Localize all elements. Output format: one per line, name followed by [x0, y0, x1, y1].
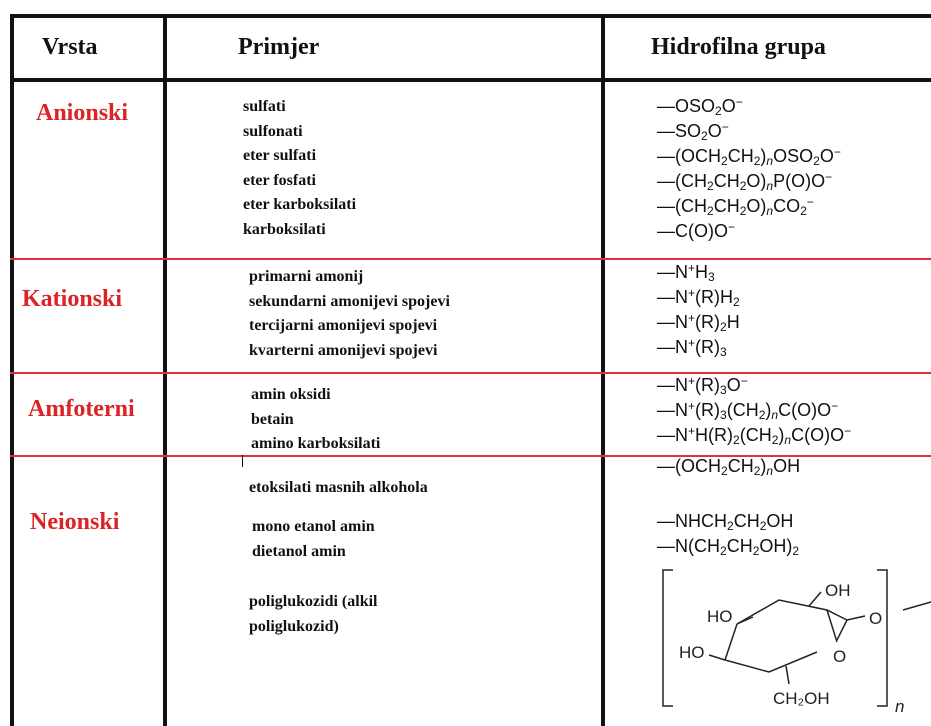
group-formula: $—N^+(R)H_2$ [657, 286, 740, 309]
structure-o-ring: O [833, 647, 847, 666]
group-formula: —C(O)O− [657, 220, 736, 241]
type-amfoterni: Amfoterni [28, 396, 135, 422]
structure-ho-top: HO [707, 607, 733, 626]
example-item: dietanol amin [252, 542, 346, 560]
structure-ho-bottom: HO [679, 643, 705, 662]
type-kationski: Kationski [22, 286, 123, 312]
group-formula: $—N^+(R)_3(CH_2)_nC(O)O^-$ [657, 399, 839, 422]
examples-etanol-amini [252, 515, 375, 564]
groups-ethanolamines [657, 509, 799, 559]
example-item: tercijarni amonijevi spojevi [249, 317, 438, 334]
group-formula: $—SO_2O^-$ [657, 120, 729, 143]
structure-oh-top: OH [825, 581, 851, 600]
column-divider-2 [601, 14, 605, 726]
group-formula: $—N^+(R)_2H$ [657, 311, 740, 334]
example-item: amin oksidi [251, 386, 331, 403]
group-formula: $—N(CH_2CH_2OH)_2$ [657, 536, 800, 558]
group-formula: $—OSO_2O^-$ [657, 95, 743, 118]
example-item: poliglukozidi (alkil [249, 593, 378, 610]
structure-n: n [895, 697, 905, 716]
examples-poliglukozidi [249, 590, 377, 639]
glucopyranose-ring-structure-icon [641, 566, 931, 716]
group-formula: $—N^+(R)_3O^-$ [657, 374, 748, 397]
structure-ch2oh: CH₂OH [773, 689, 830, 708]
table-top-border [10, 14, 931, 18]
example-item: primarni amonij [249, 268, 364, 285]
type-anionski: Anionski [36, 100, 129, 126]
groups-anionski [657, 94, 841, 244]
group-formula: $—N^+(R)_3$ [657, 336, 727, 359]
examples-kationski [249, 265, 450, 363]
example-item: poliglukozid) [249, 617, 339, 635]
header-primjer: Primjer [238, 34, 320, 60]
example-item: sulfati [243, 98, 286, 115]
table-left-border [10, 14, 14, 726]
example-item: amino karboksilati [251, 435, 381, 452]
example-item: eter sulfati [243, 147, 317, 164]
examples-amfoterni [251, 383, 380, 457]
example-item: sekundarni amonijevi spojevi [249, 292, 450, 310]
example-item: kvarterni amonijevi spojevi [249, 341, 438, 359]
group-formula: $—N^+H(R)_2(CH_2)_nC(O)O^-$ [657, 424, 852, 447]
row-separator-tick [242, 455, 243, 467]
row-separator-1 [10, 258, 931, 260]
example-etoksilati: etoksilati masnih alkohola [249, 479, 428, 496]
examples-anionski [243, 95, 356, 242]
group-formula: $—N^+H_3$ [657, 261, 715, 284]
header-hidrofilna-grupa: Hidrofilna grupa [651, 34, 826, 60]
example-item: sulfonati [243, 122, 303, 140]
group-formula: $—(OCH_2CH_2)_nOSO_2O^-$ [657, 145, 841, 168]
type-neionski: Neionski [30, 509, 120, 535]
example-item: mono etanol amin [252, 518, 375, 535]
groups-amfoterni [657, 373, 851, 448]
example-item: eter fosfati [243, 171, 316, 189]
column-divider-1 [163, 14, 167, 726]
header-bottom-border [10, 78, 931, 82]
group-formula: $—(CH_2CH_2O)_nCO_2^-$ [657, 195, 814, 218]
example-item: karboksilati [243, 220, 326, 238]
example-item: eter karboksilati [243, 196, 357, 213]
header-vrsta: Vrsta [42, 34, 98, 60]
structure-o-right: O [869, 609, 883, 628]
group-formula: $—NHCH_2CH_2OH$ [657, 511, 794, 533]
groups-kationski [657, 260, 740, 360]
example-item: betain [251, 410, 294, 428]
group-ethoxylate: $—(OCH_2CH_2)_nOH$ [657, 456, 801, 478]
group-formula: $—(CH_2CH_2O)_nP(O)O^-$ [657, 170, 833, 193]
